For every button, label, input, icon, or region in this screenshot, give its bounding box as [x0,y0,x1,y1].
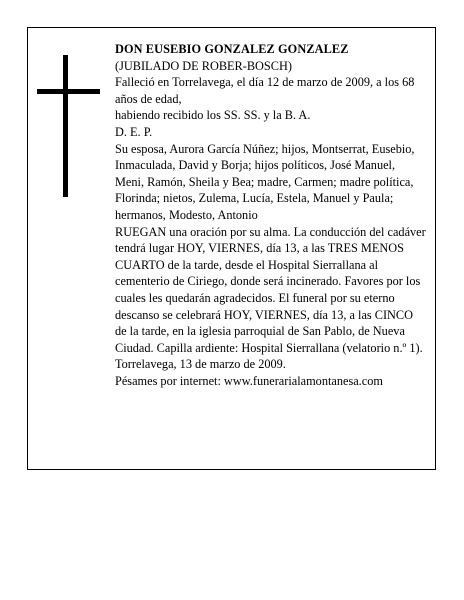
cross-icon [37,55,100,197]
deceased-name: DON EUSEBIO GONZALEZ GONZALEZ [115,42,349,56]
sacraments-line: habiendo recibido los SS. SS. y la B. A. [115,108,311,123]
rip-line: D. E. P. [115,124,153,139]
cross-vertical-bar [63,55,68,197]
death-announcement: Falleció en Torrelavega, el día 12 de marzo de 2009, a los 68 años de edad, [115,75,415,106]
deceased-subtitle: (JUBILADO DE ROBER-BOSCH) [115,58,292,73]
family-list: Su esposa, Aurora García Núñez; hijos, Montserrat, Eusebio, Inmaculada, David y Borja; hijos políticos, José Manuel, Meni, Ramón, Sheila y Bea; madre, Carmen; madre política, Florinda; nietos, Zulema, Lucía, Estela, Manuel y Paula; hermanos, Modesto, Antonio [115,141,415,222]
obituary-text [115,41,427,389]
cross-horizontal-bar [37,89,100,94]
condolences-line: Pésames por internet: www.funerarialamontanesa.com [115,373,383,388]
funeral-details: RUEGAN una oración por su alma. La conducción del cadáver tendrá lugar HOY, VIERNES, día 13, a las TRES MENOS CUARTO de la tarde, desde el Hospital Sierrallana al cementerio de Ciriego, donde será incinerado. Favores por los cuales les quedarán agradecidos. El funeral por su eterno descanso se celebrará HOY, VIERNES, día 13, a las CINCO de la tarde, en la iglesia parroquial de San Pablo, de Nueva Ciudad. Capilla ardiente: Hospital Sierrallana (velatorio n.º 1). [115,224,426,355]
place-date: Torrelavega, 13 de marzo de 2009. [115,357,286,372]
